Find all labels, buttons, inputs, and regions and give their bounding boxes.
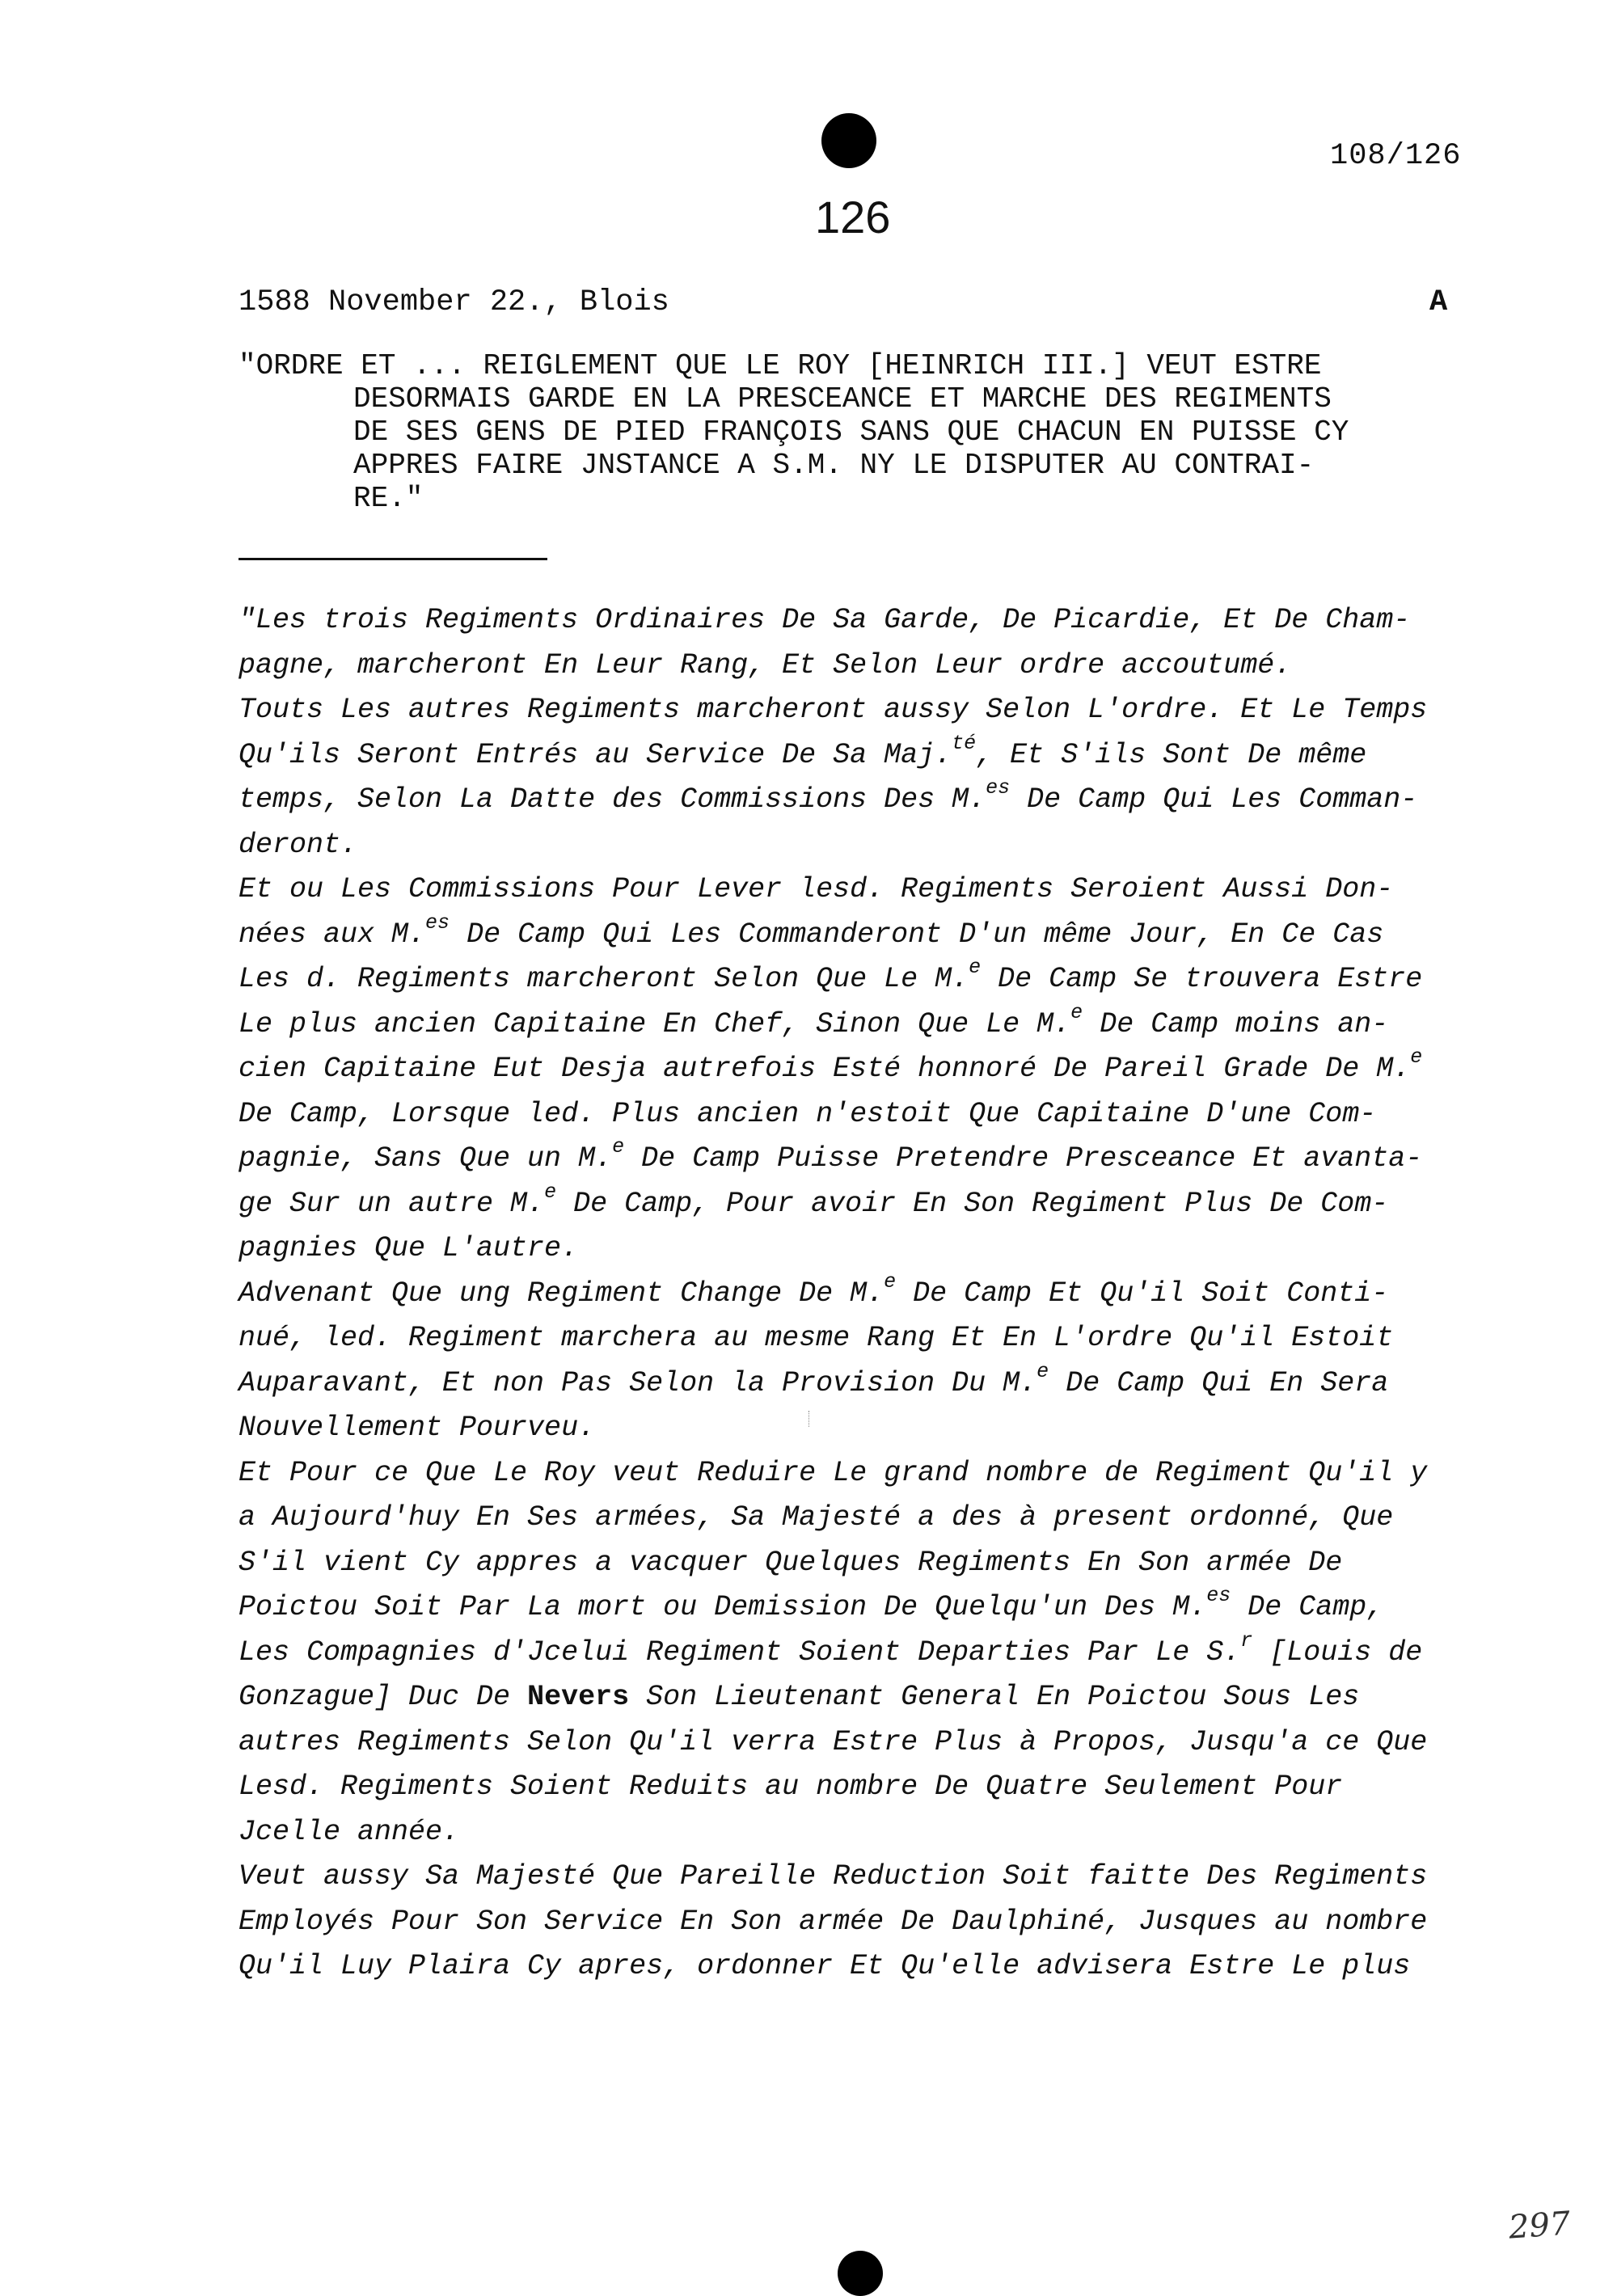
heading-line: DESORMAIS GARDE EN LA PRESCEANCE ET MARCHE DES REGIMENTS bbox=[353, 382, 1332, 416]
body-line: Le plus ancien Capitaine En Chef, Sinon Que Le M.$^e$ De Camp moins an- bbox=[239, 1000, 1389, 1040]
body-line: Qu'ils Seront Entrés au Service De Sa Maj.$^{té}$, Et S'ils Sont De même bbox=[239, 731, 1367, 771]
body-line: Nouvellement Pourveu. bbox=[239, 1412, 596, 1444]
heading-line: DE SES GENS DE PIED FRANÇOIS SANS QUE CHACUN EN PUISSE CY bbox=[353, 416, 1349, 449]
body-line: nué, led. Regiment marchera au mesme Rang Et En L'ordre Qu'il Estoit bbox=[239, 1322, 1394, 1354]
body-line: pagnie, Sans Que un M.$^e$ De Camp Puisse Pretendre Presceance Et avanta- bbox=[239, 1135, 1423, 1175]
punch-hole-top bbox=[821, 113, 876, 168]
body-line: deront. bbox=[239, 828, 358, 861]
body-line: autres Regiments Selon Qu'il verra Estre Plus à Propos, Jusqu'a ce Que bbox=[239, 1725, 1428, 1758]
body-line: nées aux M.$^{es}$ De Camp Qui Les Commanderont D'un même Jour, En Ce Cas bbox=[239, 910, 1384, 951]
date-place-line: 1588 November 22., Blois bbox=[239, 285, 669, 319]
body-line: temps, Selon La Datte des Commissions Des M.$^{es}$ De Camp Qui Les Comman- bbox=[239, 776, 1418, 816]
heading-line: RE." bbox=[353, 482, 424, 515]
heading-line: "ORDRE ET ... REIGLEMENT QUE LE ROY [HEINRICH III.] VEUT ESTRE bbox=[239, 349, 1322, 382]
body-line: "Les trois Regiments Ordinaires De Sa Garde, De Picardie, Et De Cham- bbox=[239, 604, 1411, 636]
body-line: Advenant Que ung Regiment Change De M.$^e$ De Camp Et Qu'il Soit Conti- bbox=[239, 1269, 1389, 1310]
body-line: cien Capitaine Eut Desja autrefois Esté honnoré De Pareil Grade De M.$^e$ bbox=[239, 1045, 1423, 1085]
body-line: Qu'il Luy Plaira Cy apres, ordonner Et Qu'elle advisera Estre Le plus bbox=[239, 1950, 1411, 1982]
name-nevers: Nevers bbox=[527, 1681, 630, 1713]
body-line: Et ou Les Commissions Pour Lever lesd. Regiments Seroient Aussi Don- bbox=[239, 873, 1394, 905]
section-marker: A bbox=[1429, 285, 1448, 319]
body-line: Les d. Regiments marcheront Selon Que Le M.$^e$ De Camp Se trouvera Estre bbox=[239, 956, 1423, 995]
body-line: Touts Les autres Regiments marcheront aussy Selon L'ordre. Et Le Temps bbox=[239, 694, 1428, 726]
body-line: Lesd. Regiments Soient Reduits au nombre De Quatre Seulement Pour bbox=[239, 1771, 1343, 1803]
body-line: a Aujourd'huy En Ses armées, Sa Majesté a des à present ordonné, Que bbox=[239, 1501, 1394, 1534]
body-line: Poictou Soit Par La mort ou Demission De Quelqu'un Des M.$^{es}$ De Camp, bbox=[239, 1584, 1384, 1623]
body-line: Jcelle année. bbox=[239, 1815, 460, 1848]
body-line: pagne, marcheront En Leur Rang, Et Selon Leur ordre accoutumé. bbox=[239, 648, 1292, 682]
body-line: Veut aussy Sa Majesté Que Pareille Reduction Soit faitte Des Regiments bbox=[239, 1860, 1428, 1893]
body-line: Gonzague] Duc De Nevers Son Lieutenant General En Poictou Sous Les bbox=[239, 1681, 1360, 1713]
body-line: Auparavant, Et non Pas Selon la Provision Du M.$^e$ De Camp Qui En Sera bbox=[239, 1359, 1389, 1399]
document-heading bbox=[239, 349, 1484, 515]
body-line: Employés Pour Son Service En Son armée De Daulphiné, Jusques au nombre bbox=[239, 1905, 1428, 1938]
body-line: pagnies Que L'autre. bbox=[239, 1232, 579, 1264]
reference-number: 108/126 bbox=[1330, 139, 1462, 173]
document-number: 126 bbox=[815, 192, 891, 243]
heading-line: APPRES FAIRE JNSTANCE A S.M. NY LE DISPUTER AU CONTRAI- bbox=[353, 449, 1315, 482]
body-line: S'il vient Cy appres a vacquer Quelques Regiments En Son armée De bbox=[239, 1546, 1343, 1579]
document-body bbox=[239, 598, 1484, 1990]
body-line: Les Compagnies d'Jcelui Regiment Soient Departies Par Le S.$^r$ [Louis de bbox=[239, 1628, 1423, 1669]
heading-divider bbox=[239, 558, 547, 560]
body-line: De Camp, Lorsque led. Plus ancien n'estoit Que Capitaine D'une Com- bbox=[239, 1097, 1377, 1130]
body-line: ge Sur un autre M.$^e$ De Camp, Pour avoir En Son Regiment Plus De Com- bbox=[239, 1180, 1389, 1220]
handwritten-page-mark: 297 bbox=[1507, 2205, 1572, 2247]
scan-mark bbox=[808, 1411, 811, 1427]
punch-hole-bottom bbox=[838, 2251, 883, 2296]
body-line: Et Pour ce Que Le Roy veut Reduire Le grand nombre de Regiment Qu'il y bbox=[239, 1456, 1428, 1489]
